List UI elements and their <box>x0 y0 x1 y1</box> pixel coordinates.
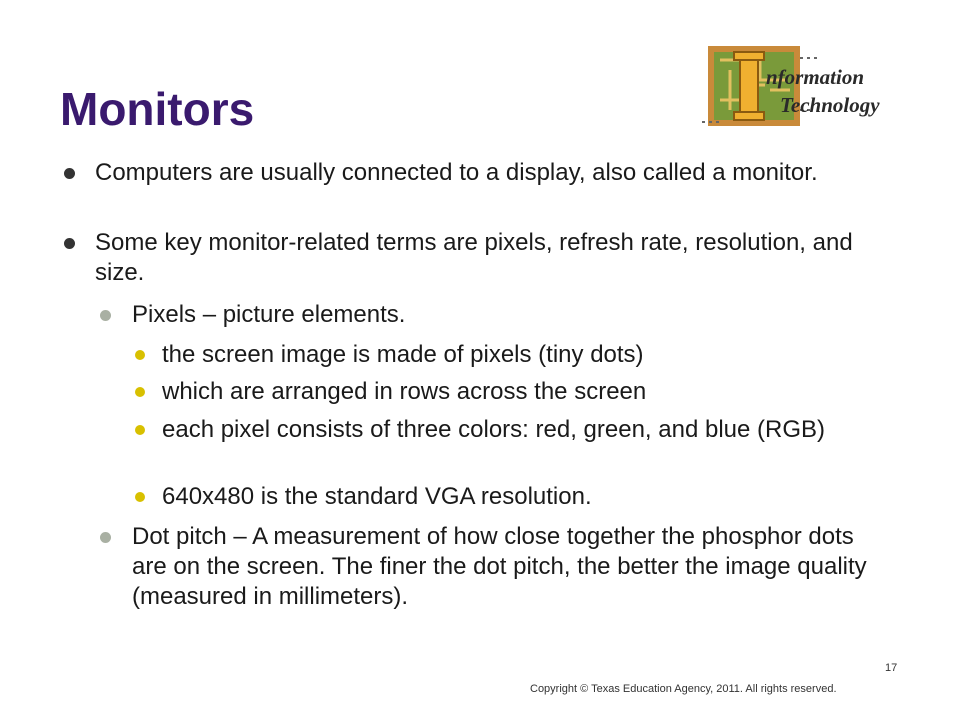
sub-bullet-item <box>132 300 872 330</box>
sub-sub-bullet-item <box>162 482 882 512</box>
bullet-text: Pixels – picture elements. <box>132 301 406 328</box>
bullet-dot-icon <box>64 238 75 249</box>
bullet-dot-icon <box>135 425 145 435</box>
bullet-text: Some key monitor-related terms are pixels, refresh rate, resolution, and size. <box>95 229 853 286</box>
bullet-item <box>95 228 875 288</box>
bullet-dot-icon <box>100 310 111 321</box>
bullet-dot-icon <box>135 387 145 397</box>
logo-text-line1: nformation <box>766 65 865 89</box>
sub-sub-bullet-item <box>162 377 882 407</box>
bullet-dot-icon <box>135 350 145 360</box>
bullet-item <box>95 158 875 188</box>
bullet-dot-icon <box>64 168 75 179</box>
logo-text-line2: Technology <box>780 93 880 117</box>
copyright-notice: Copyright © Texas Education Agency, 2011. All rights reserved. <box>530 683 837 695</box>
bullet-text: 640x480 is the standard VGA resolution. <box>162 483 592 510</box>
bullet-text: Computers are usually connected to a display, also called a monitor. <box>95 159 818 186</box>
bullet-text: each pixel consists of three colors: red, green, and blue (RGB) <box>162 416 825 443</box>
sub-sub-bullet-item <box>162 415 882 445</box>
slide-title: Monitors <box>60 83 255 135</box>
information-technology-logo <box>700 40 910 132</box>
page-number: 17 <box>885 662 898 674</box>
sub-bullet-item <box>132 522 872 612</box>
bullet-text: Dot pitch – A measurement of how close together the phosphor dots are on the screen. The finer the dot pitch, the better the image quality (measured in millimeters). <box>132 523 867 610</box>
bullet-text: which are arranged in rows across the screen <box>162 378 647 405</box>
bullet-dot-icon <box>100 532 111 543</box>
bullet-text: the screen image is made of pixels (tiny dots) <box>162 341 644 368</box>
bullet-dot-icon <box>135 492 145 502</box>
sub-sub-bullet-item <box>162 340 882 370</box>
